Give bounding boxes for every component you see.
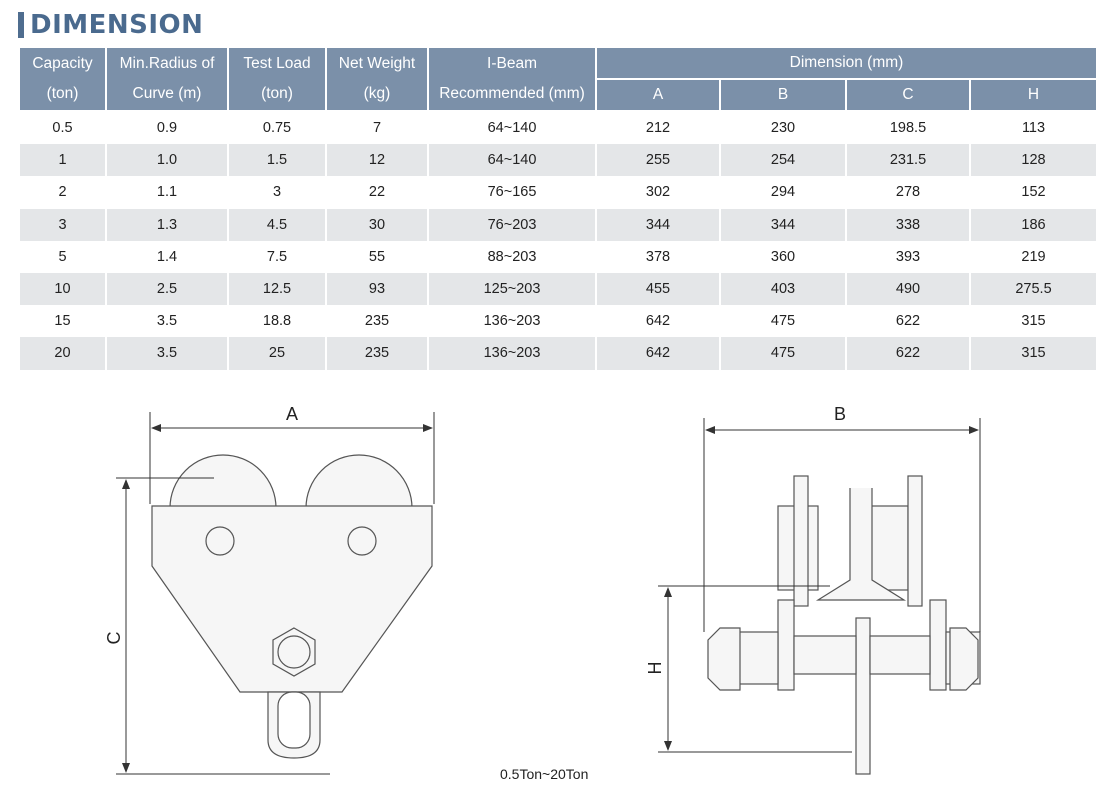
header-dim-a: A	[596, 79, 720, 111]
label-h: H	[645, 661, 665, 675]
cell-dim-b: 344	[720, 209, 846, 241]
cell-dim-b: 360	[720, 241, 846, 273]
cell-dim-h: 275.5	[970, 273, 1096, 305]
side-view-drawing	[708, 476, 980, 774]
cell-dim-a: 344	[596, 209, 720, 241]
cell-min-radius: 3.5	[106, 305, 228, 337]
cell-capacity: 20	[20, 337, 106, 369]
cell-dim-b: 294	[720, 176, 846, 208]
cell-dim-c: 278	[846, 176, 970, 208]
cell-capacity: 3	[20, 209, 106, 241]
cell-test-load: 3	[228, 176, 326, 208]
cell-test-load: 4.5	[228, 209, 326, 241]
cell-test-load: 12.5	[228, 273, 326, 305]
cell-net-weight: 55	[326, 241, 428, 273]
cell-min-radius: 1.0	[106, 144, 228, 176]
cell-dim-h: 315	[1021, 313, 1046, 330]
cell-dim-h: 219	[1021, 248, 1046, 265]
cell-ibeam: 88~203	[428, 241, 596, 273]
cell-dim-c: 393	[846, 241, 970, 273]
cell-dim-c: 622	[846, 337, 970, 369]
cell-ibeam: 64~140	[428, 111, 596, 144]
cell-capacity: 5	[20, 241, 106, 273]
cell-net-weight: 7	[326, 111, 428, 144]
label-b: B	[834, 404, 847, 424]
cell-dim-a: 378	[596, 241, 720, 273]
header-dimension: Dimension (mm)	[596, 48, 1096, 79]
cell-min-radius: 3.5	[106, 337, 228, 369]
header-dim-c: C	[846, 79, 970, 111]
cell-test-load: 0.75	[228, 111, 326, 144]
header-capacity: Capacity (ton)	[20, 48, 106, 111]
cell-capacity: 10	[20, 273, 106, 305]
capacity-range-caption: 0.5Ton~20Ton	[500, 766, 589, 782]
cell-dim-b: 475	[720, 305, 846, 337]
cell-capacity: 0.5	[20, 111, 106, 144]
header-dim-b: B	[720, 79, 846, 111]
header-ibeam: I-Beam Recommended (mm)	[428, 48, 596, 111]
cell-dim-c: 231.5	[846, 144, 970, 176]
cell-dim-h: 152	[1021, 184, 1046, 201]
cell-capacity: 1	[20, 144, 106, 176]
cell-dim-c: 198.5	[846, 111, 970, 144]
cell-capacity: 2	[20, 176, 106, 208]
cell-net-weight: 12	[326, 144, 428, 176]
cell-ibeam: 136~203	[428, 337, 596, 369]
cell-dim-h: 113	[1021, 120, 1046, 137]
cell-dim-b: 475	[720, 337, 846, 369]
cell-min-radius: 1.3	[106, 209, 228, 241]
cell-dim-h: 315	[970, 337, 1096, 369]
cell-dim-a: 455	[596, 273, 720, 305]
label-a: A	[286, 404, 299, 424]
cell-net-weight: 30	[326, 209, 428, 241]
cell-dim-a: 302	[596, 176, 720, 208]
cell-test-load: 25	[228, 337, 326, 369]
cell-dim-h: 128	[970, 144, 1096, 176]
header-dim-h: H	[970, 79, 1096, 111]
cell-ibeam: 125~203	[428, 273, 596, 305]
cell-dim-a: 255	[596, 144, 720, 176]
cell-ibeam: 64~140	[428, 144, 596, 176]
cell-min-radius: 2.5	[106, 273, 228, 305]
cell-dim-h: 186	[970, 209, 1096, 241]
front-view-drawing	[152, 455, 432, 758]
header-min-radius: Min.Radius of Curve (m)	[106, 48, 228, 111]
cell-ibeam: 76~203	[428, 209, 596, 241]
cell-ibeam: 76~165	[428, 176, 596, 208]
cell-net-weight: 22	[326, 176, 428, 208]
cell-test-load: 7.5	[228, 241, 326, 273]
cell-net-weight: 235	[326, 305, 428, 337]
cell-net-weight: 93	[326, 273, 428, 305]
cell-min-radius: 0.9	[106, 111, 228, 144]
cell-dim-c: 338	[846, 209, 970, 241]
cell-dim-c: 622	[846, 305, 970, 337]
cell-test-load: 18.8	[228, 305, 326, 337]
cell-min-radius: 1.4	[106, 241, 228, 273]
cell-min-radius: 1.1	[106, 176, 228, 208]
cell-dim-a: 212	[596, 111, 720, 144]
cell-dim-b: 230	[720, 111, 846, 144]
label-c: C	[104, 631, 124, 645]
cell-ibeam: 136~203	[428, 305, 596, 337]
cell-dim-a: 642	[596, 337, 720, 369]
cell-test-load: 1.5	[228, 144, 326, 176]
cell-dim-b: 403	[720, 273, 846, 305]
cell-net-weight: 235	[326, 337, 428, 369]
cell-capacity: 15	[20, 305, 106, 337]
cell-dim-c: 490	[846, 273, 970, 305]
header-net-weight: Net Weight (kg)	[326, 48, 428, 111]
header-test-load: Test Load (ton)	[228, 48, 326, 111]
cell-dim-b: 254	[720, 144, 846, 176]
heading-text: DIMENSION	[30, 10, 204, 40]
cell-dim-a: 642	[596, 305, 720, 337]
